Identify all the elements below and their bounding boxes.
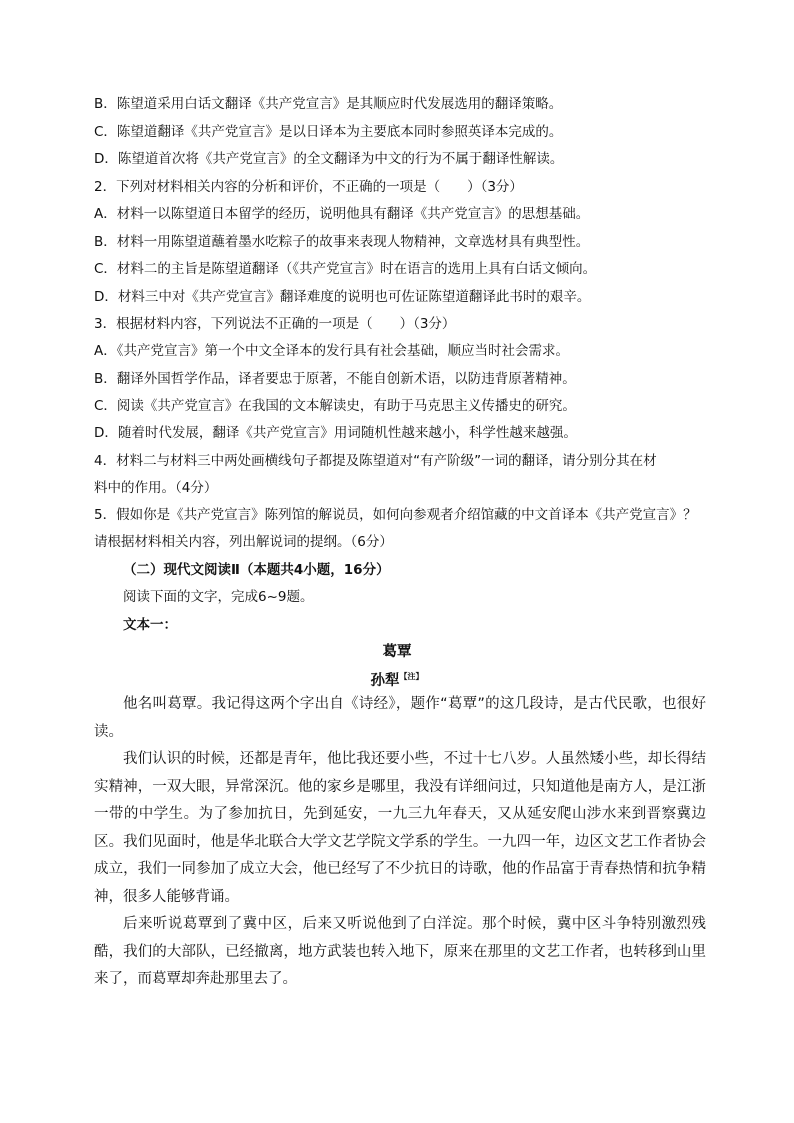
- option-line: D．材料三中对《共产党宣言》翻译难度的说明也可佐证陈望道翻译此书时的艰辛。: [94, 289, 591, 305]
- section-heading: （二）现代文阅读Ⅱ（本题共4小题，16分）: [123, 562, 390, 578]
- paragraph: 我们认识的时候，还都是青年，他比我还要小些，不过十七八岁。人虽然矮小些，却长得结实精神，一双大眼，异常深沉。他的家乡是哪里，我没有详细问过，只知道他是南方人，是江浙一带的中学生。为了参加抗日，先到延安，一九三九年春天，又从延安爬山涉水来到晋察冀边区。我们见面时，他是华北联合大学文艺学院文学系的学生。一九四一年，边区文艺工作者协会成立，我们一同参加了成立大会，他已经写了不少抗日的诗歌，他的作品富于青春热情和抗争精神，很多人能够背诵。: [94, 751, 706, 905]
- option-line: A．《共产党宣言》第一个中文全译本的发行具有社会基础，顺应当时社会需求。: [94, 343, 569, 359]
- option-line: C．材料二的主旨是陈望道翻译（《共产党宣言》时在语言的选用上具有白话文倾向。: [94, 261, 597, 277]
- question-line: 2．下列对材料相关内容的分析和评价，不正确的一项是（ ）（3分）: [94, 179, 523, 195]
- author-name: 孙犁: [370, 672, 400, 689]
- article-body: [94, 691, 706, 994]
- question-line: 请根据材料相关内容，列出解说词的提纲。（6分）: [94, 534, 393, 550]
- option-line: D．陈望道首次将《共产党宣言》的全文翻译为中文的行为不属于翻译性解读。: [94, 151, 564, 167]
- option-line: C．陈望道翻译《共产党宣言》是以日译本为主要底本同时参照英译本完成的。: [94, 124, 563, 140]
- option-line: B．材料一用陈望道蘸着墨水吃粽子的故事来表现人物精神，文章选材具有典型性。: [94, 234, 590, 250]
- author-line: [0, 668, 794, 690]
- paragraph: 他名叫葛覃。我记得这两个字出自《诗经》，题作“葛覃”的这几段诗，是古代民歌，也很好读。: [94, 696, 706, 740]
- instruction: 阅读下面的文字，完成6~9题。: [123, 589, 314, 605]
- question-line: 4．材料二与材料三中两处画横线句子都提及陈望道对“有产阶级”一词的翻译，请分别分其在材: [94, 453, 657, 469]
- author-note-marker: 【注】: [399, 672, 424, 681]
- question-line: 3．根据材料内容，下列说法不正确的一项是（ ）（3分）: [94, 316, 456, 332]
- option-line: B．陈望道采用白话文翻译《共产党宣言》是其顺应时代发展选用的翻译策略。: [94, 96, 563, 112]
- text-label: 文本一：: [123, 617, 177, 633]
- question-line: 料中的作用。（4分）: [94, 480, 218, 496]
- option-line: A．材料一以陈望道日本留学的经历，说明他具有翻译《共产党宣言》的思想基础。: [94, 206, 590, 222]
- article-title: 葛覃: [382, 644, 412, 660]
- question-line: 5．假如你是《共产党宣言》陈列馆的解说员，如何向参观者介绍馆藏的中文首译本《共产党宣言》？: [94, 507, 697, 523]
- option-line: B．翻译外国哲学作品，译者要忠于原著，不能自创新术语，以防违背原著精神。: [94, 371, 576, 387]
- paragraph: 后来听说葛覃到了冀中区，后来又听说他到了白洋淀。那个时候，冀中区斗争特别激烈残酷，我们的大部队，已经撤离，地方武装也转入地下，原来在那里的文艺工作者，也转移到山里来了，而葛覃却奔赴那里去了。: [94, 916, 706, 987]
- option-line: D．随着时代发展，翻译《共产党宣言》用词随机性越来越小，科学性越来越强。: [94, 425, 577, 441]
- option-line: C．阅读《共产党宣言》在我国的文本解读史，有助于马克思主义传播史的研究。: [94, 398, 576, 414]
